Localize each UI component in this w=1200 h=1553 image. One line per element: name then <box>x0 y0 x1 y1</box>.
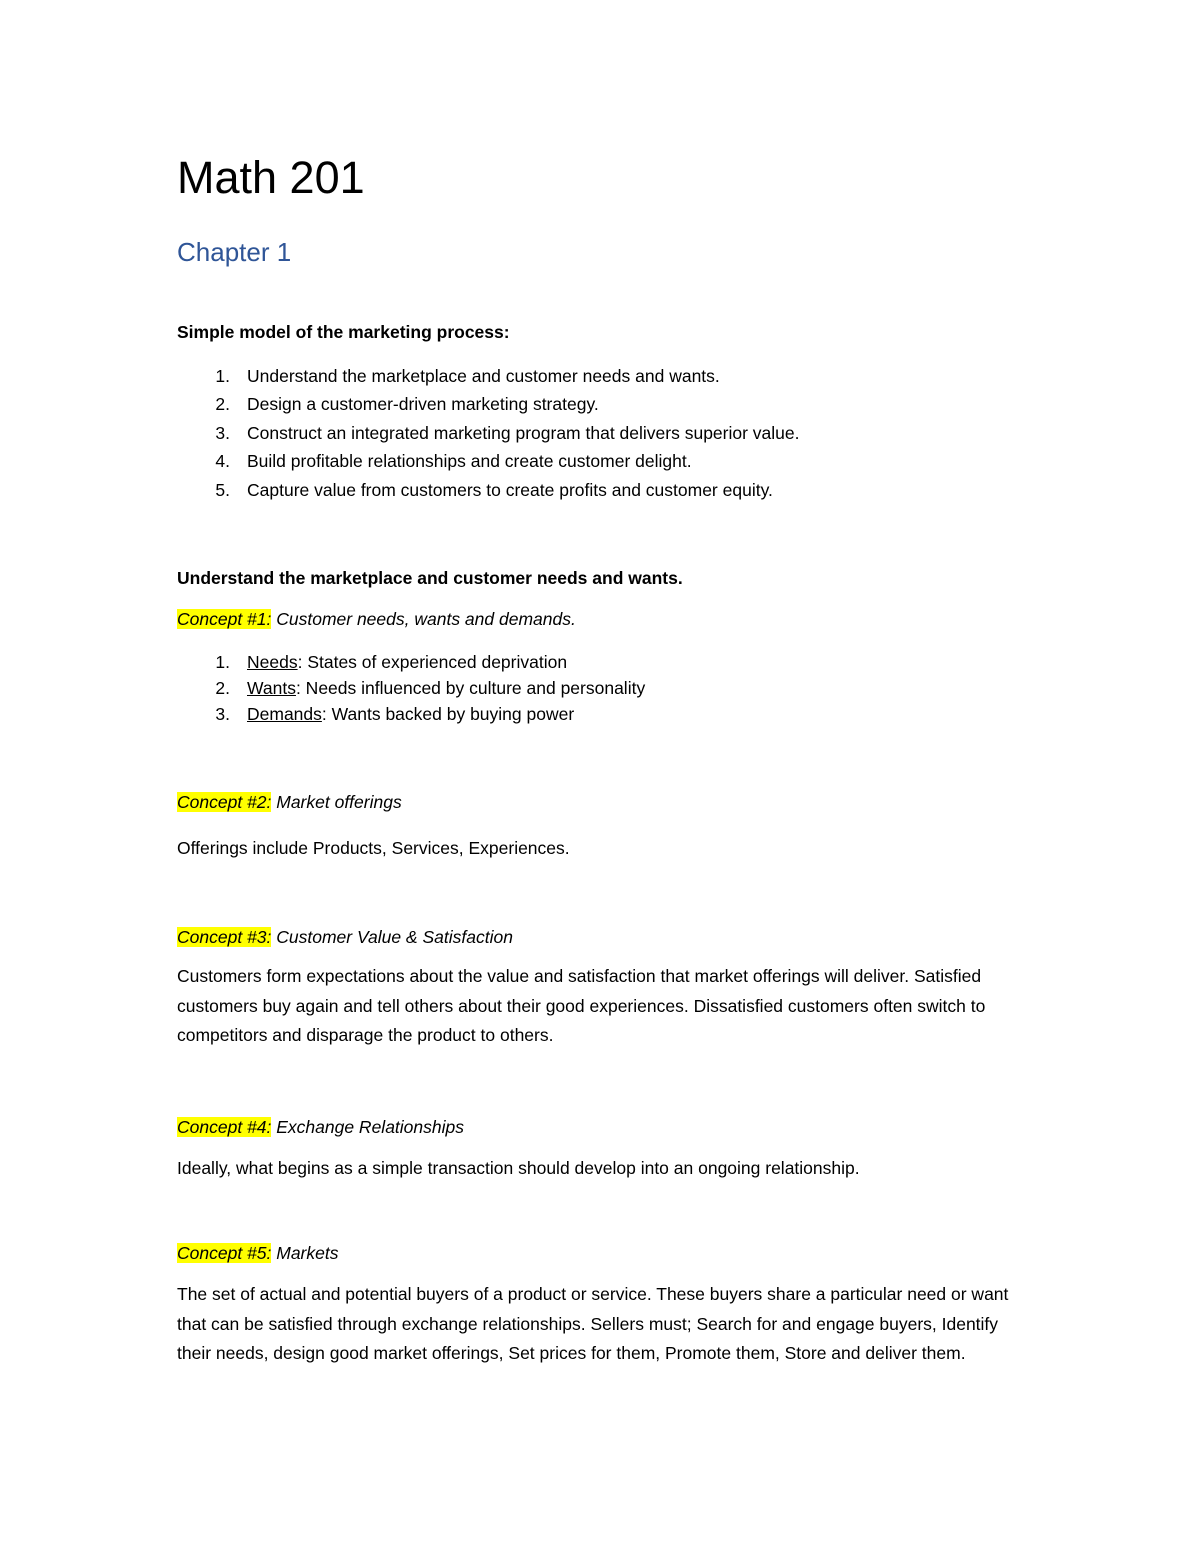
list-text: Capture value from customers to create profits and customer equity. <box>247 480 773 500</box>
list-number: 5. <box>215 480 230 500</box>
section-heading: Understand the marketplace and customer needs and wants. <box>177 568 683 588</box>
concept-title: Customer Value & Satisfaction <box>271 927 513 947</box>
list-number: 3. <box>215 704 230 724</box>
definition: : States of experienced deprivation <box>297 652 568 672</box>
term: Demands <box>247 704 322 724</box>
list-number: 1. <box>215 652 230 672</box>
definition: : Needs influenced by culture and personality <box>295 678 646 698</box>
list-text: Understand the marketplace and customer needs and wants. <box>247 366 720 386</box>
list-text <box>247 676 645 700</box>
concept-heading <box>177 1115 464 1139</box>
concept-title: Exchange Relationships <box>271 1117 464 1137</box>
list-number: 3. <box>215 423 230 443</box>
list-text: Build profitable relationships and create customer delight. <box>247 451 692 471</box>
concept-title: Market offerings <box>271 792 402 812</box>
definition: : Wants backed by buying power <box>321 704 575 724</box>
list-text <box>247 702 574 726</box>
concept-body: Ideally, what begins as a simple transaction should develop into an ongoing relationship. <box>177 1158 860 1178</box>
concept-label: Concept #2: <box>177 792 272 812</box>
concept-body: Customers form expectations about the value and satisfaction that market offerings will deliver. Satisfied customers buy again and tell others about their good experiences. Dissatisfied customers often switch to competitors and disparage the product to others. <box>177 966 986 1045</box>
concept-body: The set of actual and potential buyers of a product or service. These buyers share a particular need or want that can be satisfied through exchange relationships. Sellers must; Search for and engage buyers, Identify their needs, design good market offerings, Set prices for them, Promote them, Store and deliver them. <box>177 1284 1009 1363</box>
concept-heading <box>177 790 402 814</box>
concept-title: Customer needs, wants and demands. <box>271 609 576 629</box>
list-number: 1. <box>215 366 230 386</box>
page-title: Math 201 <box>177 152 365 203</box>
concept-title: Markets <box>271 1243 339 1263</box>
list-text: Design a customer-driven marketing strategy. <box>247 394 599 414</box>
concept-heading <box>177 607 576 631</box>
concept-label: Concept #1: <box>177 609 272 629</box>
term: Needs <box>247 652 298 672</box>
concept-body: Offerings include Products, Services, Experiences. <box>177 838 570 858</box>
concept-label: Concept #3: <box>177 927 272 947</box>
list-number: 2. <box>215 394 230 414</box>
list-text: Construct an integrated marketing program that delivers superior value. <box>247 423 800 443</box>
list-number: 4. <box>215 451 230 471</box>
list-number: 2. <box>215 678 230 698</box>
concept-label: Concept #4: <box>177 1117 272 1137</box>
concept-heading <box>177 1241 338 1265</box>
term: Wants <box>247 678 296 698</box>
concept-heading <box>177 925 513 949</box>
chapter-heading: Chapter 1 <box>177 237 292 267</box>
list-text <box>247 650 567 674</box>
concept-label: Concept #5: <box>177 1243 272 1263</box>
section-heading: Simple model of the marketing process: <box>177 322 510 342</box>
